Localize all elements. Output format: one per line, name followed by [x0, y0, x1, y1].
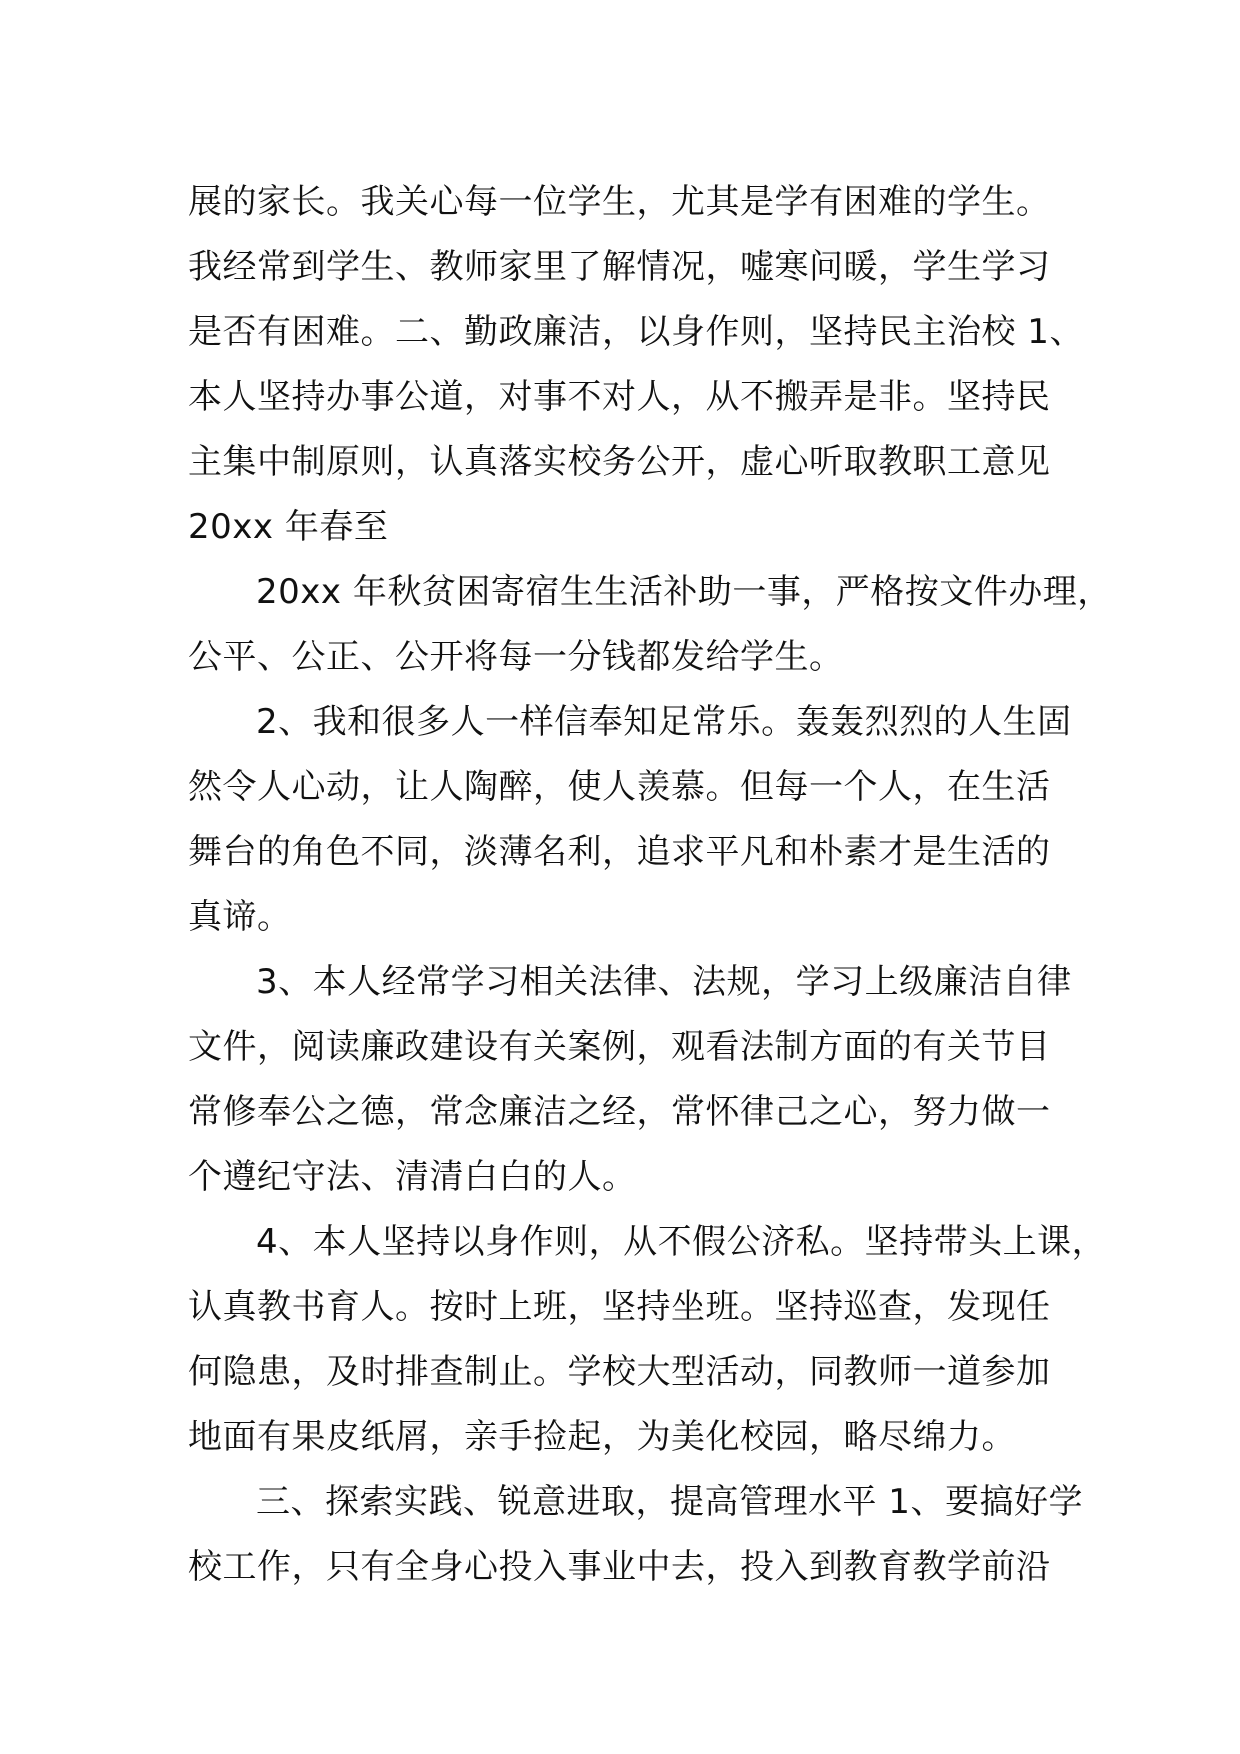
text-line: 三、探索实践、锐意进取，提高管理水平 1、要搞好学	[256, 1482, 1083, 1522]
text-line: 常修奉公之德，常念廉洁之经，常怀律己之心，努力做一	[188, 1092, 1051, 1132]
text-line: 认真教书育人。按时上班，坚持坐班。坚持巡查，发现任	[188, 1287, 1051, 1327]
text-line: 何隐患，及时排查制止。学校大型活动，同教师一道参加	[188, 1352, 1051, 1392]
text-line: 3、本人经常学习相关法律、法规，学习上级廉洁自律	[256, 962, 1072, 1002]
text-line: 我经常到学生、教师家里了解情况，嘘寒问暖，学生学习	[188, 247, 1051, 287]
text-line: 校工作，只有全身心投入事业中去，投入到教育教学前沿	[188, 1547, 1051, 1587]
text-line: 本人坚持办事公道，对事不对人，从不搬弄是非。坚持民	[188, 377, 1051, 417]
text-line: 2、我和很多人一样信奉知足常乐。轰轰烈烈的人生固	[256, 702, 1072, 742]
text-line: 个遵纪守法、清清白白的人。	[188, 1157, 637, 1197]
text-line: 公平、公正、公开将每一分钱都发给学生。	[188, 637, 844, 677]
text-line: 舞台的角色不同，淡薄名利，追求平凡和朴素才是生活的	[188, 832, 1051, 872]
text-line: 地面有果皮纸屑，亲手捡起，为美化校园，略尽绵力。	[188, 1417, 1016, 1457]
text-line: 4、本人坚持以身作则，从不假公济私。坚持带头上课，	[256, 1222, 1107, 1262]
text-line: 文件，阅读廉政建设有关案例，观看法制方面的有关节目	[188, 1027, 1051, 1067]
text-line: 主集中制原则，认真落实校务公开，虚心听取教职工意见	[188, 442, 1051, 482]
text-line: 20xx 年春至	[188, 507, 389, 547]
text-line: 真谛。	[188, 897, 292, 937]
text-line: 是否有困难。二、勤政廉洁，以身作则，坚持民主治校 1、	[188, 312, 1084, 352]
document-body	[188, 170, 1112, 1600]
text-line: 展的家长。我关心每一位学生，尤其是学有困难的学生。	[188, 182, 1051, 222]
text-line: 20xx 年秋贫困寄宿生生活补助一事，严格按文件办理，	[256, 572, 1112, 612]
text-line: 然令人心动，让人陶醉，使人羡慕。但每一个人，在生活	[188, 767, 1051, 807]
